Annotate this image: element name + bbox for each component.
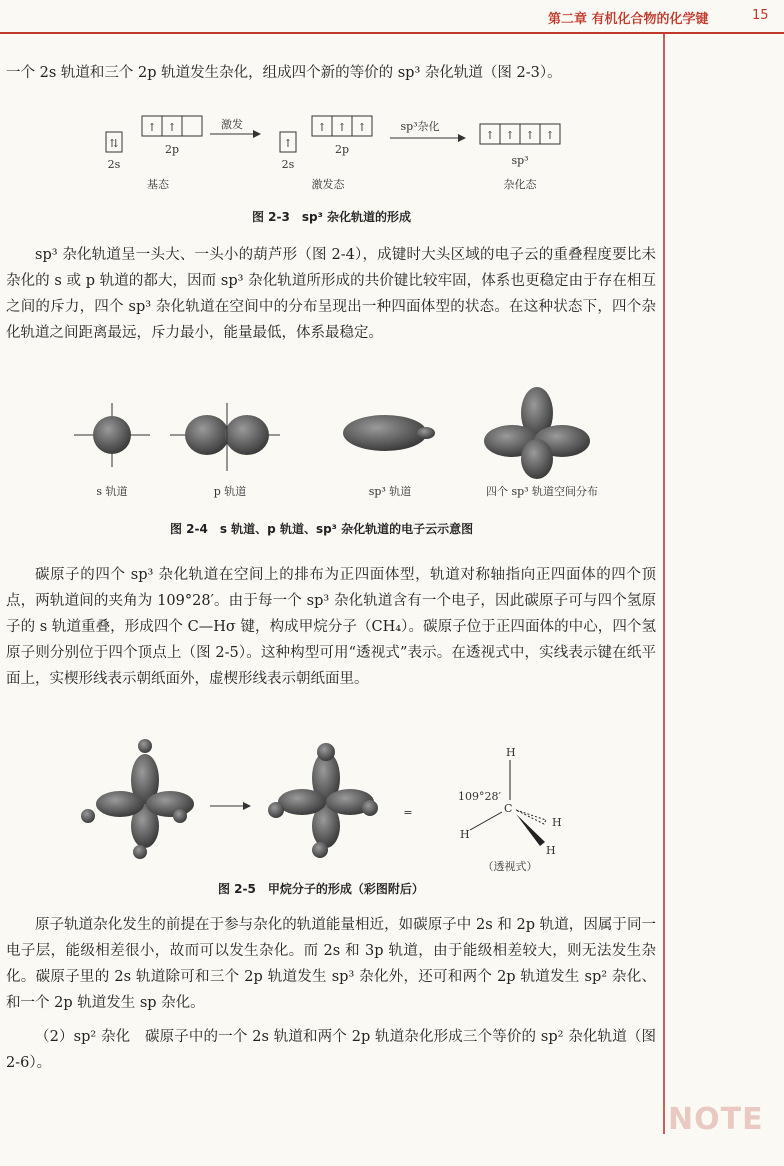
excite-arrow-label: 激发	[221, 118, 243, 131]
svg-text:↑: ↑	[525, 129, 535, 142]
ground-state-label: 基态	[147, 178, 169, 191]
header-rule	[0, 32, 784, 34]
excited-state-diagram	[280, 116, 372, 191]
svg-text:↑: ↑	[167, 121, 177, 134]
svg-text:⇅: ⇅	[109, 137, 119, 150]
paragraph-3: 碳原子的四个 sp³ 杂化轨道在空间上的排布为正四面体型，轨道对称轴指向正四面体的四个顶点，两轨道间的夹角为 109°28′。由于每一个 sp³ 杂化轨道含有一个电子，因此碳原子可与四个氢原子的 s 轨道重叠，形成四个 C—Hσ 键，构成甲烷分子（CH₄）。碳原子位于正四面体的中心，四个氢原子则分别位于四个顶点上（图 2-5）。这种构型可用“透视式”表示。在透视式中，实线表示键在纸平面上，实楔形线表示朝纸面外，虚楔形线表示朝纸面里。	[6, 567, 656, 687]
ground-state-diagram	[106, 116, 202, 191]
label-four-sp3: 四个 sp³ 轨道空间分布	[485, 485, 599, 498]
label-p-orbital: p 轨道	[213, 485, 247, 498]
note-watermark: NOTE	[668, 1102, 764, 1137]
paragraph-5: （2）sp² 杂化 碳原子中的一个 2s 轨道和两个 2p 轨道杂化形成三个等价的 sp² 杂化轨道（图 2-6）。	[6, 1029, 656, 1071]
carbon-atom: C	[504, 802, 513, 815]
page-number: 15	[752, 8, 769, 23]
svg-text:↑: ↑	[485, 129, 495, 142]
hybrid-state-diagram	[480, 124, 560, 191]
svg-text:↑: ↑	[505, 129, 515, 142]
label-sp3-orbital: sp³ 轨道	[368, 485, 412, 498]
svg-text:↑: ↑	[545, 129, 555, 142]
page-header	[0, 0, 784, 30]
figure-2-5	[70, 738, 590, 878]
svg-text:↑: ↑	[147, 121, 157, 134]
caption-figure-2-4: 图 2-4 s 轨道、p 轨道、sp³ 杂化轨道的电子云示意图	[170, 522, 474, 536]
svg-text:H: H	[546, 844, 556, 857]
label-s-orbital: s 轨道	[96, 485, 128, 498]
caption-figure-2-3: 图 2-3 sp³ 杂化轨道的形成	[252, 210, 412, 224]
carbon-orbitals-and-hydrogens	[81, 739, 194, 859]
sp3-orbital	[343, 415, 435, 451]
s-orbital	[74, 403, 150, 467]
svg-text:↑: ↑	[283, 137, 293, 150]
svg-text:↑: ↑	[317, 121, 327, 134]
hybrid-arrow-label: sp³杂化	[400, 120, 440, 133]
figure-2-4	[60, 385, 620, 510]
bond-angle: 109°28′	[458, 790, 501, 803]
p-orbital	[170, 403, 280, 471]
excited-state-label: 激发态	[311, 178, 345, 191]
label-sp3: sp³	[511, 154, 529, 167]
figure-2-3	[90, 108, 590, 198]
four-sp3-orbitals	[484, 387, 590, 479]
svg-text:2s: 2s	[281, 158, 295, 171]
methane-orbital-model	[268, 743, 378, 858]
perspective-label: （透视式）	[482, 860, 538, 873]
chapter-title: 第二章 有机化合物的化学键	[548, 12, 709, 27]
paragraph-1: 一个 2s 轨道和三个 2p 轨道发生杂化，组成四个新的等价的 sp³ 杂化轨道（图 2-3）。	[6, 65, 562, 81]
svg-text:H: H	[506, 746, 516, 759]
margin-rule	[663, 34, 665, 1134]
svg-text:H: H	[460, 828, 470, 841]
paragraph-2: sp³ 杂化轨道呈一头大、一头小的葫芦形（图 2-4），成键时大头区域的电子云的重叠程度要比未杂化的 s 或 p 轨道的都大，因而 sp³ 杂化轨道所形成的共价键比较牢固，体系也更稳定由于存在相互之间的斥力，四个 sp³ 杂化轨道在空间中的分布呈现出一种四面体型的状态。在这种状态下，四个杂化轨道之间距离最远，斥力最小，能量最低，体系最稳定。	[6, 247, 656, 341]
hybrid-state-label: 杂化态	[503, 178, 537, 191]
caption-figure-2-5: 图 2-5 甲烷分子的形成（彩图附后）	[218, 882, 424, 896]
svg-text:2p: 2p	[334, 143, 350, 156]
equals-sign: =	[403, 806, 413, 819]
svg-text:H: H	[552, 816, 562, 829]
perspective-formula	[458, 746, 562, 873]
svg-text:↑: ↑	[337, 121, 347, 134]
label-2s: 2s	[107, 158, 121, 171]
svg-text:↑: ↑	[357, 121, 367, 134]
label-2p: 2p	[164, 143, 180, 156]
paragraph-4: 原子轨道杂化发生的前提在于参与杂化的轨道能量相近，如碳原子中 2s 和 2p 轨道，因属于同一电子层，能级相差很小，故而可以发生杂化。而 2s 和 3p 轨道，由于能级相差较大，则无法发生杂化。碳原子里的 2s 轨道除可和三个 2p 轨道发生 sp³ 杂化外，还可和两个 2p 轨道发生 sp² 杂化、和一个 2p 轨道发生 sp 杂化。	[6, 917, 656, 1011]
